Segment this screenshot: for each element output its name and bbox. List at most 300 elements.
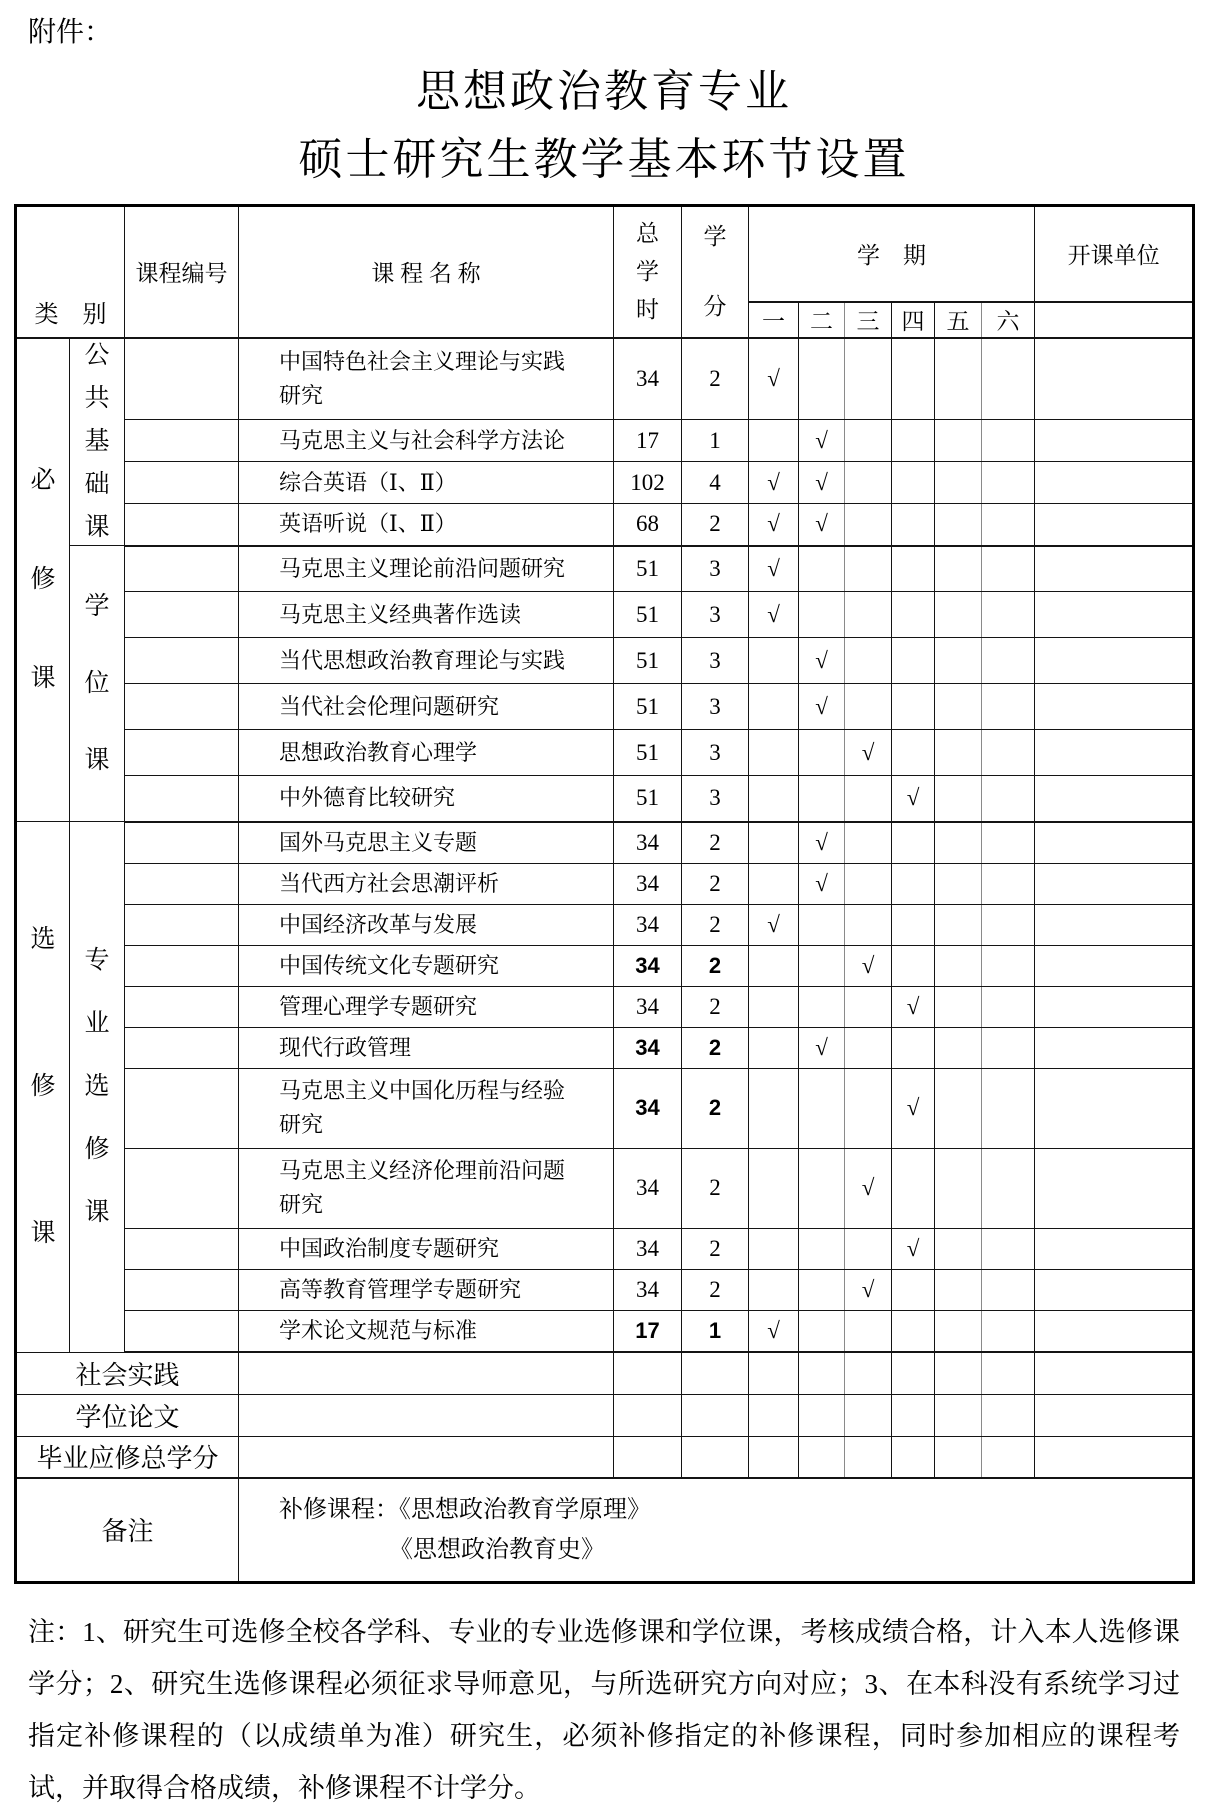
semester-cell: [749, 592, 799, 638]
vertical-char: 时: [636, 296, 659, 322]
semester-check: √: [767, 601, 780, 627]
course-no-cell: [125, 776, 239, 822]
semester-check: √: [815, 427, 828, 453]
group-label: [70, 593, 124, 774]
semester-cell: [982, 504, 1035, 546]
semester-cell: [982, 1269, 1035, 1310]
semester-check: √: [815, 469, 828, 495]
semester-cell: [845, 1436, 892, 1478]
semester-cell: [892, 1352, 935, 1394]
vertical-char: 修: [84, 1136, 110, 1164]
course-no-cell: [125, 730, 239, 776]
semester-check: √: [861, 1276, 875, 1302]
credits-cell: 1: [682, 420, 749, 462]
semester-cell: [799, 1436, 845, 1478]
vertical-char: 选: [84, 1073, 110, 1101]
semester-cell: [799, 904, 845, 945]
semester-check: √: [815, 870, 828, 896]
semester-cell: [845, 1228, 892, 1269]
hours-cell: 34: [614, 863, 682, 904]
semester-cell: [935, 1394, 982, 1436]
course-no-cell: [125, 1027, 239, 1068]
credits-cell: 2: [682, 822, 749, 864]
summary-row: [16, 1436, 1194, 1478]
semester-cell: [982, 986, 1035, 1027]
course-no-cell: [125, 462, 239, 504]
course-name-cell: 国外马克思主义专题: [239, 822, 614, 864]
semester-check: √: [767, 469, 780, 495]
course-no-cell: [125, 592, 239, 638]
semester-cell: [892, 945, 935, 986]
course-no-cell: [125, 904, 239, 945]
semester-check: √: [906, 1235, 920, 1261]
semester-cell: [892, 1027, 935, 1068]
semester-cell: [892, 1068, 935, 1148]
credits-cell: 2: [682, 504, 749, 546]
semester-cell: [935, 504, 982, 546]
course-name-cell: 中国传统文化专题研究: [239, 945, 614, 986]
course-no-cell: [125, 1269, 239, 1310]
course-row: [16, 338, 1194, 420]
course-no-cell: [125, 1310, 239, 1352]
semester-check: √: [815, 1034, 828, 1060]
vertical-char: 位: [84, 670, 110, 697]
course-name-cell: 高等教育管理学专题研究: [239, 1269, 614, 1310]
hours-cell: 34: [614, 945, 682, 986]
semester-cell: [845, 1352, 892, 1394]
hours-cell: 34: [614, 1148, 682, 1228]
semester-cell: [845, 1310, 892, 1352]
semester-cell: [935, 638, 982, 684]
hours-cell: 34: [614, 986, 682, 1027]
semester-cell: [982, 420, 1035, 462]
credits-cell: 3: [682, 730, 749, 776]
course-no-cell: [125, 338, 239, 420]
vertical-char: 选: [30, 926, 56, 954]
semester-cell: [982, 1228, 1035, 1269]
page-title-line2: 硕士研究生教学基本环节设置: [298, 135, 910, 184]
credits-cell: 3: [682, 592, 749, 638]
credits-cell: 2: [682, 1269, 749, 1310]
semester-check: √: [815, 511, 828, 537]
course-no-cell: [125, 822, 239, 864]
semester-cell: [749, 1148, 799, 1228]
semester-cell: [935, 863, 982, 904]
semester-cell: [892, 684, 935, 730]
credits-cell: 3: [682, 546, 749, 592]
total-hours-vertical-label: [614, 221, 681, 323]
semester-check: √: [815, 829, 828, 855]
unit-cell: [1035, 1027, 1194, 1068]
credits-cell: 3: [682, 638, 749, 684]
semester-cell: [799, 462, 845, 504]
semester-cell: [935, 462, 982, 504]
course-name-cell: 综合英语（Ⅰ、Ⅱ）: [239, 462, 614, 504]
semester-cell: [845, 1269, 892, 1310]
semester-cell: [982, 1310, 1035, 1352]
semester-cell: [892, 1269, 935, 1310]
semester-cell: [749, 1352, 799, 1394]
credits-cell: 2: [682, 1148, 749, 1228]
semester-cell: [749, 1436, 799, 1478]
semester-cell: [799, 1352, 845, 1394]
semester-cell: [799, 1228, 845, 1269]
course-name-cell: [239, 1394, 614, 1436]
semester-check: √: [906, 785, 920, 811]
course-name-cell: [239, 1436, 614, 1478]
course-no-cell: [125, 1228, 239, 1269]
semester-cell: [799, 1148, 845, 1228]
semester-cell: [845, 504, 892, 546]
group-cell: [70, 546, 125, 822]
vertical-char: 修: [30, 1073, 56, 1101]
semester-col-header: 四: [892, 302, 935, 338]
semester-cell: [845, 730, 892, 776]
semester-check: √: [767, 555, 780, 581]
credits-cell: 2: [682, 986, 749, 1027]
category-cell: [16, 822, 70, 1353]
course-row: [16, 863, 1194, 904]
unit-cell: [1035, 1394, 1194, 1436]
semester-cell: [935, 1068, 982, 1148]
group-label: [70, 342, 124, 541]
vertical-char: 专: [84, 947, 110, 975]
unit-cell: [1035, 1269, 1194, 1310]
semester-cell: [935, 1352, 982, 1394]
semester-cell: [982, 904, 1035, 945]
unit-cell: [1035, 420, 1194, 462]
semester-cell: [892, 504, 935, 546]
semester-check: √: [906, 993, 920, 1019]
semester-cell: [749, 1228, 799, 1269]
semester-cell: [799, 546, 845, 592]
category-label: [17, 467, 69, 692]
unit-cell: [1035, 338, 1194, 420]
semester-cell: [892, 1228, 935, 1269]
semester-cell: [845, 1027, 892, 1068]
semester-col-header: 二: [799, 302, 845, 338]
note-text: 注：1、研究生可选修全校各学科、专业的专业选修课和学位课，考核成绩合格，计入本人选修课学分；2、研究生选修课程必须征求导师意见，与所选研究方向对应；3、在本科没有系统学习过指定补修课程的（以成绩单为准）研究生，必须补修指定的补修课程，同时参加相应的课程考试，并取得合格成绩，补修课程不计学分。: [28, 1616, 1180, 1803]
semester-cell: [935, 1027, 982, 1068]
semester-cell: [982, 863, 1035, 904]
course-name-cell: 中国特色社会主义理论与实践研究: [239, 338, 614, 420]
remark-label-cell: 备注: [16, 1478, 239, 1582]
semester-cell: [982, 684, 1035, 730]
remark-row: [16, 1478, 1194, 1582]
semester-check: √: [767, 365, 780, 391]
course-no-cell: [125, 638, 239, 684]
semester-cell: [892, 592, 935, 638]
vertical-char: 课: [30, 665, 56, 693]
credits-vertical-label: [682, 224, 748, 320]
semester-cell: [892, 776, 935, 822]
semester-cell: [982, 1352, 1035, 1394]
group-cell: [70, 822, 125, 1353]
semester-cell: [749, 776, 799, 822]
semester-cell: [892, 904, 935, 945]
semester-cell: [799, 638, 845, 684]
semester-cell: [892, 1436, 935, 1478]
credits-cell: 3: [682, 776, 749, 822]
semester-check: √: [815, 647, 828, 673]
semester-check: √: [767, 1317, 780, 1343]
semester-col-header: 一: [749, 302, 799, 338]
category-cell: [16, 338, 70, 822]
hours-cell: 51: [614, 592, 682, 638]
semester-cell: [845, 338, 892, 420]
semester-cell: [935, 822, 982, 864]
course-name-cell: 马克思主义经济伦理前沿问题研究: [239, 1148, 614, 1228]
semester-cell: [982, 1068, 1035, 1148]
unit-cell: [1035, 504, 1194, 546]
unit-subheader-empty-cell: [1035, 302, 1194, 338]
hours-cell: 51: [614, 546, 682, 592]
credits-cell: 2: [682, 1027, 749, 1068]
semester-cell: [982, 822, 1035, 864]
course-no-cell: [125, 420, 239, 462]
course-name-cell: 中外德育比较研究: [239, 776, 614, 822]
semester-cell: [845, 1394, 892, 1436]
unit-cell: [1035, 822, 1194, 864]
semester-cell: [799, 863, 845, 904]
semester-cell: [935, 1310, 982, 1352]
semester-cell: [749, 638, 799, 684]
semester-cell: [749, 1269, 799, 1310]
semester-cell: [749, 1310, 799, 1352]
hours-cell: 34: [614, 1027, 682, 1068]
semester-cell: [799, 776, 845, 822]
unit-cell: [1035, 592, 1194, 638]
course-name-cell: 马克思主义与社会科学方法论: [239, 420, 614, 462]
unit-cell: [1035, 904, 1194, 945]
semester-cell: [749, 462, 799, 504]
course-no-cell: [125, 1068, 239, 1148]
semester-cell: [799, 1269, 845, 1310]
semester-cell: [749, 504, 799, 546]
table-body: [16, 338, 1194, 1583]
course-name-cell: 当代西方社会思潮评析: [239, 863, 614, 904]
table-header: [16, 206, 1194, 338]
semester-cell: [749, 986, 799, 1027]
course-name-cell: 中国经济改革与发展: [239, 904, 614, 945]
semester-check: √: [861, 952, 875, 978]
course-no-cell: [125, 986, 239, 1027]
course-name-cell: 马克思主义理论前沿问题研究: [239, 546, 614, 592]
semester-cell: [892, 638, 935, 684]
unit-cell: [1035, 1436, 1194, 1478]
vertical-char: 总: [636, 220, 659, 246]
course-row: [16, 945, 1194, 986]
semester-cell: [935, 1148, 982, 1228]
course-row: [16, 684, 1194, 730]
semester-cell: [892, 1148, 935, 1228]
table-header-course-no: 课程编号: [125, 206, 239, 338]
page-title-line1: 思想政治教育专业: [416, 67, 792, 116]
semester-cell: [845, 1068, 892, 1148]
semester-cell: [982, 462, 1035, 504]
semester-cell: [935, 1228, 982, 1269]
semester-cell: [799, 504, 845, 546]
semester-cell: [799, 592, 845, 638]
course-name-cell: 现代行政管理: [239, 1027, 614, 1068]
unit-cell: [1035, 945, 1194, 986]
semester-col-header: 三: [845, 302, 892, 338]
semester-cell: [935, 986, 982, 1027]
hours-cell: 51: [614, 776, 682, 822]
category-label: [17, 926, 69, 1247]
vertical-char: 共: [84, 385, 110, 413]
vertical-char: 础: [84, 471, 110, 499]
semester-cell: [935, 684, 982, 730]
vertical-char: 学: [636, 258, 659, 284]
semester-check: √: [861, 739, 875, 765]
hours-cell: 51: [614, 638, 682, 684]
remark-line-2: 《思想政治教育史》: [389, 1536, 605, 1563]
credits-cell: [682, 1394, 749, 1436]
credits-cell: 2: [682, 1068, 749, 1148]
course-no-cell: [125, 863, 239, 904]
semester-cell: [845, 863, 892, 904]
course-no-cell: [125, 1148, 239, 1228]
course-row: [16, 504, 1194, 546]
table-header-category: 类 别: [16, 206, 125, 338]
group-label: [70, 947, 124, 1226]
semester-cell: [892, 1394, 935, 1436]
attachment-label: 附件：: [28, 17, 113, 48]
course-name-cell: 学术论文规范与标准: [239, 1310, 614, 1352]
unit-cell: [1035, 1228, 1194, 1269]
semester-cell: [799, 945, 845, 986]
semester-cell: [982, 638, 1035, 684]
vertical-char: 课: [30, 1220, 56, 1248]
course-no-cell: [125, 504, 239, 546]
credits-cell: 2: [682, 338, 749, 420]
hours-cell: 34: [614, 1228, 682, 1269]
group-cell: [70, 338, 125, 546]
vertical-char: 学: [84, 593, 110, 620]
semester-cell: [892, 1310, 935, 1352]
semester-cell: [799, 986, 845, 1027]
semester-cell: [982, 1436, 1035, 1478]
semester-cell: [799, 1394, 845, 1436]
course-row: [16, 776, 1194, 822]
course-no-cell: [125, 945, 239, 986]
semester-cell: [749, 684, 799, 730]
semester-cell: [935, 546, 982, 592]
remark-line-1: 补修课程：《思想政治教育学原理》: [279, 1496, 651, 1523]
semester-cell: [892, 462, 935, 504]
unit-cell: [1035, 1068, 1194, 1148]
semester-cell: [749, 1068, 799, 1148]
table-header-credits: [682, 206, 749, 338]
credits-cell: [682, 1436, 749, 1478]
semester-cell: [799, 822, 845, 864]
semester-cell: [799, 1068, 845, 1148]
vertical-char: 课: [84, 1199, 110, 1227]
course-row: [16, 592, 1194, 638]
semester-cell: [749, 863, 799, 904]
credits-cell: 2: [682, 863, 749, 904]
course-no-cell: [125, 546, 239, 592]
semester-cell: [845, 592, 892, 638]
semester-cell: [892, 546, 935, 592]
credits-cell: [682, 1352, 749, 1394]
summary-label-cell: 学位论文: [16, 1394, 239, 1436]
semester-check: √: [767, 511, 780, 537]
hours-cell: [614, 1394, 682, 1436]
semester-cell: [935, 338, 982, 420]
hours-cell: 68: [614, 504, 682, 546]
semester-cell: [982, 338, 1035, 420]
semester-cell: [749, 904, 799, 945]
hours-cell: 51: [614, 684, 682, 730]
unit-cell: [1035, 776, 1194, 822]
vertical-char: 分: [703, 293, 727, 319]
semester-cell: [799, 1310, 845, 1352]
credits-cell: 2: [682, 904, 749, 945]
unit-cell: [1035, 546, 1194, 592]
semester-cell: [799, 730, 845, 776]
semester-cell: [982, 730, 1035, 776]
semester-cell: [982, 776, 1035, 822]
unit-cell: [1035, 986, 1194, 1027]
semester-cell: [935, 420, 982, 462]
semester-cell: [892, 986, 935, 1027]
semester-cell: [749, 546, 799, 592]
course-row: [16, 1068, 1194, 1148]
semester-cell: [892, 730, 935, 776]
summary-label-cell: 社会实践: [16, 1352, 239, 1394]
summary-row: [16, 1394, 1194, 1436]
curriculum-table: [14, 204, 1195, 1584]
hours-cell: 34: [614, 822, 682, 864]
semester-check: √: [815, 693, 828, 719]
table-header-unit: 开课单位: [1035, 206, 1194, 302]
semester-cell: [935, 776, 982, 822]
course-row: [16, 986, 1194, 1027]
hours-cell: 17: [614, 1310, 682, 1352]
course-name-cell: 当代思想政治教育理论与实践: [239, 638, 614, 684]
semester-cell: [749, 730, 799, 776]
hours-cell: [614, 1436, 682, 1478]
course-row: [16, 462, 1194, 504]
semester-cell: [935, 945, 982, 986]
vertical-char: 公: [84, 342, 110, 370]
course-row: [16, 638, 1194, 684]
credits-cell: 1: [682, 1310, 749, 1352]
course-name-cell: [239, 1352, 614, 1394]
semester-cell: [892, 822, 935, 864]
semester-cell: [935, 1269, 982, 1310]
credits-cell: 2: [682, 945, 749, 986]
semester-cell: [845, 420, 892, 462]
course-row: [16, 1310, 1194, 1352]
vertical-char: 学: [703, 223, 727, 249]
course-row: [16, 1228, 1194, 1269]
course-name-cell: 思想政治教育心理学: [239, 730, 614, 776]
semester-cell: [935, 730, 982, 776]
semester-cell: [982, 1148, 1035, 1228]
course-row: [16, 904, 1194, 945]
semester-check: √: [767, 911, 780, 937]
vertical-char: 课: [84, 747, 110, 774]
semester-cell: [935, 904, 982, 945]
course-row: [16, 546, 1194, 592]
header-row-top: [16, 206, 1194, 302]
unit-cell: [1035, 638, 1194, 684]
semester-cell: [845, 638, 892, 684]
course-name-cell: 英语听说（Ⅰ、Ⅱ）: [239, 504, 614, 546]
